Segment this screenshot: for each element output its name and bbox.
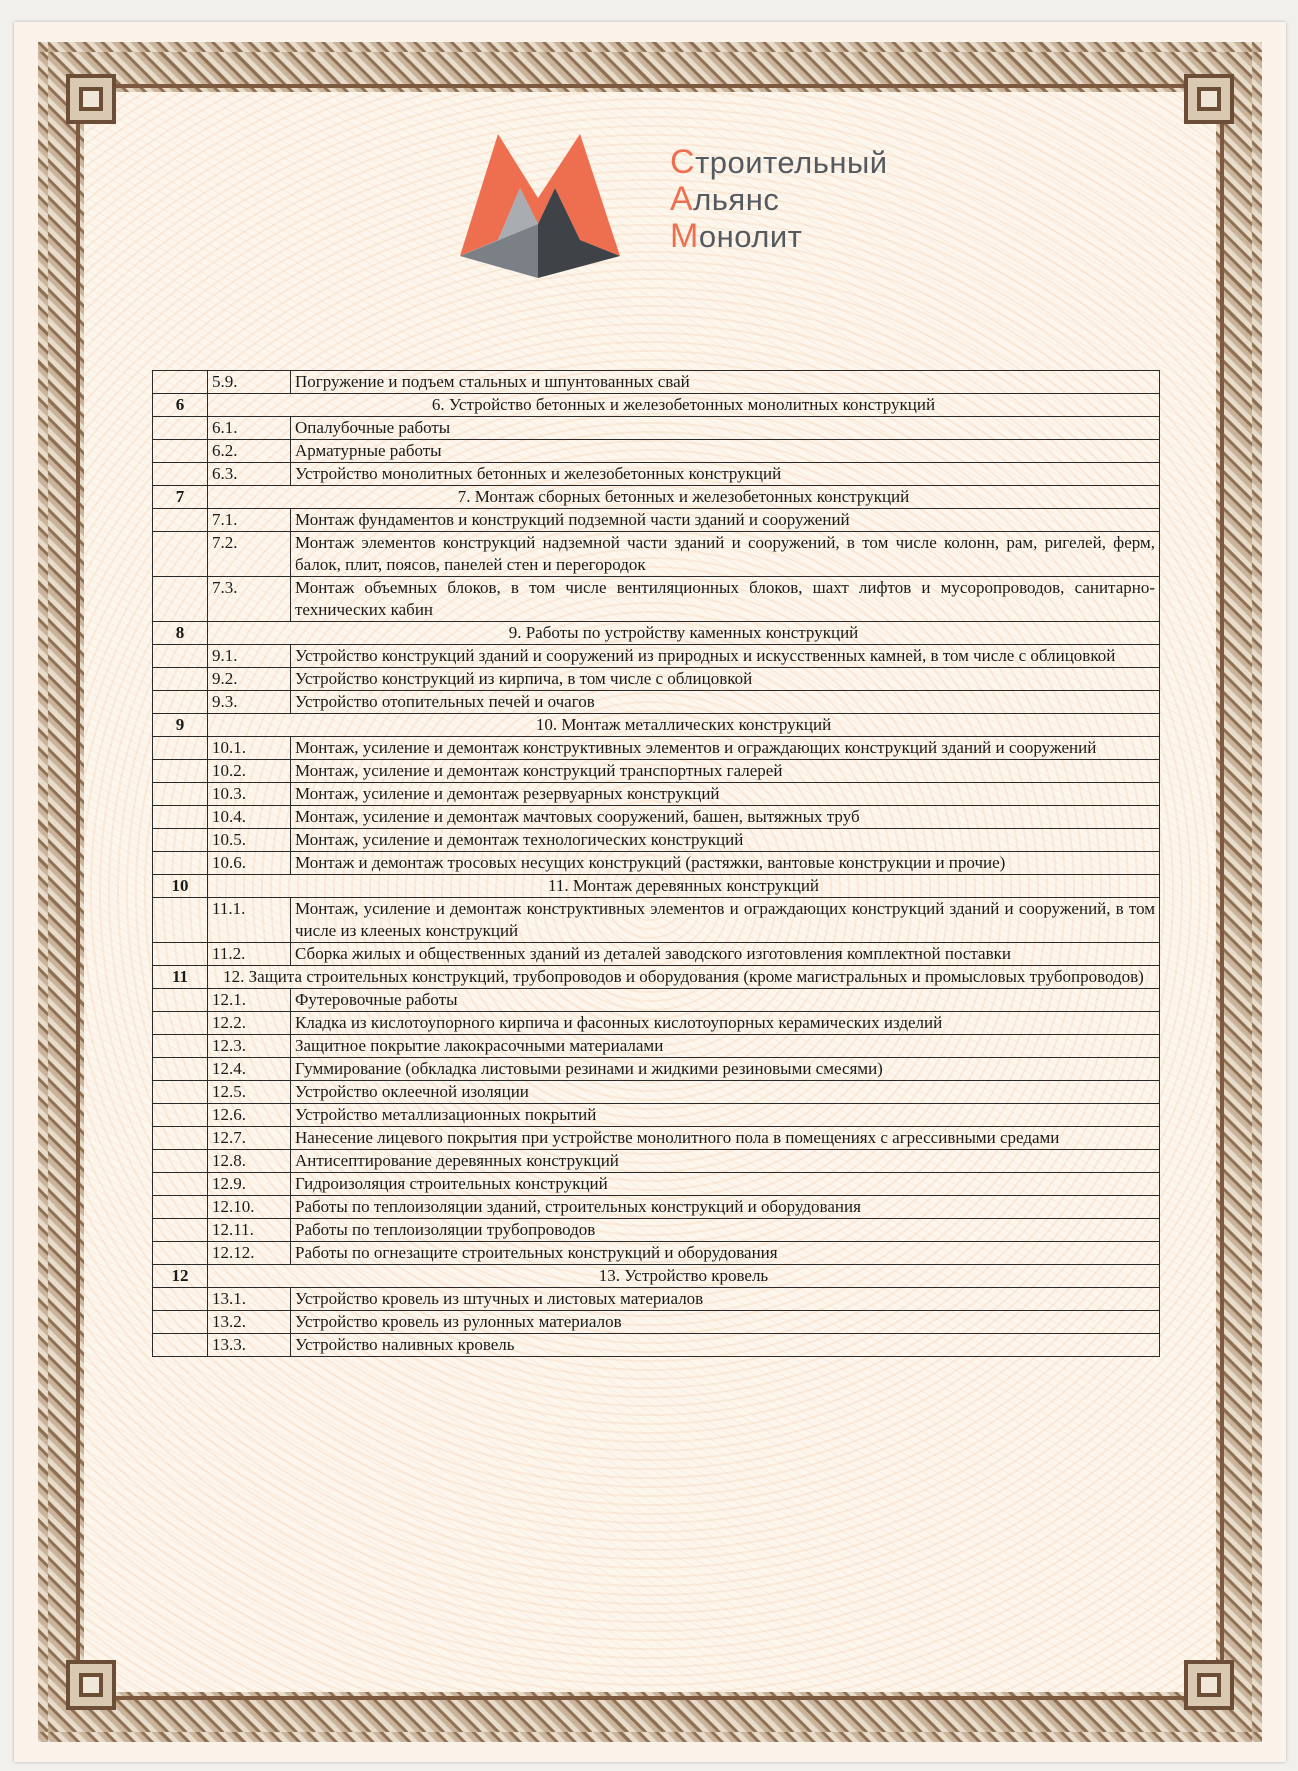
work-code: 7.1.: [208, 509, 291, 532]
work-code: 12.4.: [208, 1058, 291, 1081]
work-description: Антисептирование деревянных конструкций: [291, 1150, 1160, 1173]
section-title: 12. Защита строительных конструкций, трубопроводов и оборудования (кроме магистральных и промысловых трубопроводов): [208, 966, 1160, 989]
table-row: [153, 1242, 1160, 1265]
work-description: Монтаж, усиление и демонтаж конструкций транспортных галерей: [291, 760, 1160, 783]
work-description: Устройство отопительных печей и очагов: [291, 691, 1160, 714]
work-description: Монтаж объемных блоков, в том числе вентиляционных блоков, шахт лифтов и мусоропроводов, санитарно-технических кабин: [291, 577, 1160, 622]
work-code: 13.3.: [208, 1334, 291, 1357]
work-description: Монтаж, усиление и демонтаж мачтовых сооружений, башен, вытяжных труб: [291, 806, 1160, 829]
row-number: [153, 371, 208, 394]
work-code: 10.5.: [208, 829, 291, 852]
work-code: 9.3.: [208, 691, 291, 714]
row-number: [153, 1219, 208, 1242]
row-number: [153, 1196, 208, 1219]
table-row: [153, 668, 1160, 691]
work-code: 9.1.: [208, 645, 291, 668]
work-description: Устройство конструкций из кирпича, в том числе с облицовкой: [291, 668, 1160, 691]
work-description: Устройство монолитных бетонных и железобетонных конструкций: [291, 463, 1160, 486]
work-description: Монтаж, усиление и демонтаж резервуарных конструкций: [291, 783, 1160, 806]
table-row: [153, 371, 1160, 394]
work-description: Устройство конструкций зданий и сооружений из природных и искусственных камней, в том числе с облицовкой: [291, 645, 1160, 668]
work-description: Монтаж, усиление и демонтаж конструктивных элементов и ограждающих конструкций зданий и сооружений, в том числе из клееных конструкций: [291, 898, 1160, 943]
works-table-body: [153, 371, 1160, 1357]
work-code: 9.2.: [208, 668, 291, 691]
table-row: [153, 509, 1160, 532]
row-number: [153, 1173, 208, 1196]
work-description: Арматурные работы: [291, 440, 1160, 463]
row-number: [153, 1081, 208, 1104]
logo-mark-icon: [460, 128, 660, 278]
work-code: 10.4.: [208, 806, 291, 829]
work-description: Погружение и подъем стальных и шпунтованных свай: [291, 371, 1160, 394]
row-number: [153, 829, 208, 852]
work-description: Защитное покрытие лакокрасочными материалами: [291, 1035, 1160, 1058]
table-row: [153, 1012, 1160, 1035]
work-code: 12.7.: [208, 1127, 291, 1150]
corner-ornament-top-right: [1184, 74, 1234, 124]
work-description: Работы по теплоизоляции трубопроводов: [291, 1219, 1160, 1242]
row-number: [153, 989, 208, 1012]
table-row: [153, 783, 1160, 806]
table-row: [153, 691, 1160, 714]
work-description: Нанесение лицевого покрытия при устройстве монолитного пола в помещениях с агрессивными средами: [291, 1127, 1160, 1150]
row-number: 10: [153, 875, 208, 898]
work-code: 7.2.: [208, 532, 291, 577]
work-description: Монтаж, усиление и демонтаж конструктивных элементов и ограждающих конструкций зданий и сооружений: [291, 737, 1160, 760]
section-title: 6. Устройство бетонных и железобетонных монолитных конструкций: [208, 394, 1160, 417]
work-code: 12.11.: [208, 1219, 291, 1242]
section-title: 7. Монтаж сборных бетонных и железобетонных конструкций: [208, 486, 1160, 509]
work-description: Монтаж и демонтаж тросовых несущих конструкций (растяжки, вантовые конструкции и прочие): [291, 852, 1160, 875]
table-row: [153, 943, 1160, 966]
logo-line-3: Монолит: [670, 217, 803, 255]
work-code: 6.1.: [208, 417, 291, 440]
work-code: 11.2.: [208, 943, 291, 966]
work-code: 12.2.: [208, 1012, 291, 1035]
row-number: [153, 577, 208, 622]
row-number: [153, 691, 208, 714]
row-number: [153, 1242, 208, 1265]
corner-ornament-bottom-left: [66, 1660, 116, 1710]
row-number: 12: [153, 1265, 208, 1288]
table-row: [153, 1104, 1160, 1127]
row-number: [153, 532, 208, 577]
section-title: 11. Монтаж деревянных конструкций: [208, 875, 1160, 898]
row-number: [153, 463, 208, 486]
table-row: [153, 760, 1160, 783]
table-group-row: [153, 875, 1160, 898]
row-number: [153, 440, 208, 463]
row-number: [153, 898, 208, 943]
table-row: [153, 989, 1160, 1012]
logo-wordmark: [670, 144, 888, 255]
work-code: 12.8.: [208, 1150, 291, 1173]
row-number: [153, 1288, 208, 1311]
work-description: Гуммирование (обкладка листовыми резинами и жидкими резиновыми смесями): [291, 1058, 1160, 1081]
corner-ornament-bottom-right: [1184, 1660, 1234, 1710]
table-row: [153, 1219, 1160, 1242]
table-row: [153, 645, 1160, 668]
work-code: 13.2.: [208, 1311, 291, 1334]
table-row: [153, 1173, 1160, 1196]
work-code: 12.3.: [208, 1035, 291, 1058]
row-number: [153, 852, 208, 875]
work-code: 10.6.: [208, 852, 291, 875]
work-code: 12.6.: [208, 1104, 291, 1127]
section-title: 13. Устройство кровель: [208, 1265, 1160, 1288]
work-description: Устройство кровель из штучных и листовых материалов: [291, 1288, 1160, 1311]
work-description: Кладка из кислотоупорного кирпича и фасонных кислотоупорных керамических изделий: [291, 1012, 1160, 1035]
table-row: [153, 417, 1160, 440]
row-number: [153, 1012, 208, 1035]
work-code: 10.3.: [208, 783, 291, 806]
work-code: 12.10.: [208, 1196, 291, 1219]
work-description: Опалубочные работы: [291, 417, 1160, 440]
table-row: [153, 1311, 1160, 1334]
row-number: 8: [153, 622, 208, 645]
table-row: [153, 1127, 1160, 1150]
work-description: Монтаж элементов конструкций надземной части зданий и сооружений, в том числе колонн, рам, ригелей, ферм, балок, плит, поясов, панелей стен и перегородок: [291, 532, 1160, 577]
work-description: Работы по огнезащите строительных конструкций и оборудования: [291, 1242, 1160, 1265]
work-description: Футеровочные работы: [291, 989, 1160, 1012]
work-code: 10.2.: [208, 760, 291, 783]
table-group-row: [153, 966, 1160, 989]
work-code: 6.2.: [208, 440, 291, 463]
work-code: 11.1.: [208, 898, 291, 943]
table-row: [153, 898, 1160, 943]
table-row: [153, 737, 1160, 760]
works-table: [152, 370, 1160, 1357]
logo-line-1: Строительный: [670, 143, 888, 181]
table-row: [153, 440, 1160, 463]
section-title: 10. Монтаж металлических конструкций: [208, 714, 1160, 737]
work-description: Устройство наливных кровель: [291, 1334, 1160, 1357]
work-code: 12.12.: [208, 1242, 291, 1265]
table-group-row: [153, 1265, 1160, 1288]
row-number: [153, 668, 208, 691]
row-number: [153, 1104, 208, 1127]
row-number: [153, 645, 208, 668]
company-logo: [460, 128, 940, 278]
row-number: [153, 760, 208, 783]
work-code: 5.9.: [208, 371, 291, 394]
table-row: [153, 852, 1160, 875]
table-row: [153, 1334, 1160, 1357]
table-row: [153, 1196, 1160, 1219]
row-number: [153, 806, 208, 829]
row-number: 9: [153, 714, 208, 737]
row-number: [153, 1150, 208, 1173]
work-code: 7.3.: [208, 577, 291, 622]
work-code: 12.5.: [208, 1081, 291, 1104]
row-number: 11: [153, 966, 208, 989]
table-row: [153, 1288, 1160, 1311]
row-number: [153, 737, 208, 760]
work-description: Устройство оклеечной изоляции: [291, 1081, 1160, 1104]
work-description: Гидроизоляция строительных конструкций: [291, 1173, 1160, 1196]
table-group-row: [153, 714, 1160, 737]
row-number: [153, 417, 208, 440]
work-description: Работы по теплоизоляции зданий, строительных конструкций и оборудования: [291, 1196, 1160, 1219]
table-row: [153, 463, 1160, 486]
work-code: 12.9.: [208, 1173, 291, 1196]
section-title: 9. Работы по устройству каменных конструкций: [208, 622, 1160, 645]
row-number: [153, 943, 208, 966]
corner-ornament-top-left: [66, 74, 116, 124]
row-number: [153, 1035, 208, 1058]
work-description: Монтаж, усиление и демонтаж технологических конструкций: [291, 829, 1160, 852]
table-row: [153, 1035, 1160, 1058]
logo-line-2: Альянс: [670, 180, 780, 218]
work-description: Монтаж фундаментов и конструкций подземной части зданий и сооружений: [291, 509, 1160, 532]
row-number: [153, 783, 208, 806]
work-description: Устройство металлизационных покрытий: [291, 1104, 1160, 1127]
work-description: Сборка жилых и общественных зданий из деталей заводского изготовления комплектной поставки: [291, 943, 1160, 966]
row-number: [153, 1311, 208, 1334]
work-code: 10.1.: [208, 737, 291, 760]
row-number: [153, 1058, 208, 1081]
work-code: 6.3.: [208, 463, 291, 486]
row-number: 6: [153, 394, 208, 417]
table-row: [153, 1081, 1160, 1104]
row-number: 7: [153, 486, 208, 509]
row-number: [153, 1334, 208, 1357]
work-code: 13.1.: [208, 1288, 291, 1311]
table-row: [153, 829, 1160, 852]
row-number: [153, 509, 208, 532]
work-code: 12.1.: [208, 989, 291, 1012]
work-description: Устройство кровель из рулонных материалов: [291, 1311, 1160, 1334]
table-group-row: [153, 622, 1160, 645]
table-row: [153, 1058, 1160, 1081]
table-row: [153, 806, 1160, 829]
row-number: [153, 1127, 208, 1150]
table-row: [153, 1150, 1160, 1173]
table-group-row: [153, 394, 1160, 417]
table-row: [153, 577, 1160, 622]
table-group-row: [153, 486, 1160, 509]
table-row: [153, 532, 1160, 577]
